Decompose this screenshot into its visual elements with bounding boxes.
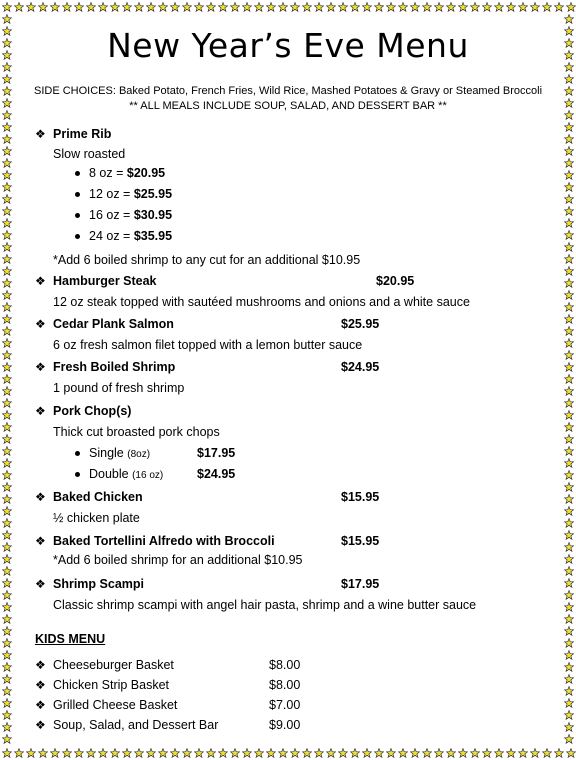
pork-chop-option (89, 466, 163, 484)
cut-price: $35.95 (133, 229, 173, 243)
bullet-dot-icon (75, 171, 80, 176)
star-border-icon (2, 62, 12, 72)
star-border-icon (2, 218, 12, 228)
star-border-icon (2, 302, 12, 312)
star-border-icon (2, 410, 12, 420)
salmon-name: Cedar Plank Salmon (53, 317, 174, 331)
star-border-icon (2, 458, 12, 468)
star-border-icon (158, 2, 168, 12)
star-border-icon (564, 338, 574, 348)
star-border-icon (2, 26, 12, 36)
star-border-icon (14, 748, 24, 758)
star-border-icon (86, 748, 96, 758)
star-border-icon (2, 506, 12, 516)
cut-price: $25.95 (133, 187, 173, 201)
pork-chop-option (89, 445, 150, 463)
star-border-icon (482, 748, 492, 758)
side-choices: SIDE CHOICES: Baked Potato, French Fries, Wild Rice, Mashed Potatoes & Gravy or Steamed Broccoli (33, 85, 543, 97)
star-border-icon (2, 446, 12, 456)
star-border-icon (2, 662, 12, 672)
star-border-icon (564, 626, 574, 636)
star-border-icon (2, 182, 12, 192)
star-border-icon (564, 458, 574, 468)
star-border-icon (2, 638, 12, 648)
fleuron-bullet-icon: ❖ (35, 658, 46, 672)
star-border-icon (2, 194, 12, 204)
star-border-icon (2, 254, 12, 264)
prime-rib-description: Slow roasted (53, 147, 126, 161)
star-border-icon (38, 2, 48, 12)
star-border-icon (564, 146, 574, 156)
star-border-icon (564, 206, 574, 216)
star-border-icon (564, 578, 574, 588)
star-border-icon (362, 2, 372, 12)
star-border-icon (506, 2, 516, 12)
star-border-icon (470, 748, 480, 758)
star-border-icon (2, 542, 12, 552)
star-border-icon (350, 2, 360, 12)
star-border-icon (14, 2, 24, 12)
star-border-icon (170, 748, 180, 758)
pork-chop-description: Thick cut broasted pork chops (53, 425, 220, 439)
star-border-icon (564, 158, 574, 168)
star-border-icon (564, 182, 574, 192)
star-border-icon (2, 110, 12, 120)
star-border-icon (458, 2, 468, 12)
star-border-icon (564, 242, 574, 252)
star-border-icon (218, 2, 228, 12)
star-border-icon (2, 314, 12, 324)
star-border-bottom (0, 746, 576, 760)
star-border-icon (386, 748, 396, 758)
kids-item-price: $7.00 (269, 698, 301, 712)
star-border-icon (74, 2, 84, 12)
star-border-icon (134, 748, 144, 758)
star-border-icon (2, 326, 12, 336)
shrimp-scampi-price: $17.95 (341, 577, 380, 591)
star-border-icon (564, 266, 574, 276)
star-border-icon (2, 74, 12, 84)
star-border-icon (2, 482, 12, 492)
star-border-icon (290, 748, 300, 758)
star-border-icon (110, 2, 120, 12)
star-border-icon (564, 302, 574, 312)
star-border-icon (2, 434, 12, 444)
star-border-icon (470, 2, 480, 12)
star-border-icon (230, 748, 240, 758)
star-border-icon (564, 122, 574, 132)
star-border-icon (564, 50, 574, 60)
star-border-icon (564, 14, 574, 24)
star-border-icon (564, 38, 574, 48)
star-border-icon (518, 2, 528, 12)
star-border-icon (242, 748, 252, 758)
star-border-icon (2, 170, 12, 180)
star-border-icon (122, 2, 132, 12)
star-border-icon (2, 674, 12, 684)
star-border-icon (564, 470, 574, 480)
star-border-icon (26, 2, 36, 12)
salmon-description: 6 oz fresh salmon filet topped with a lemon butter sauce (53, 338, 363, 352)
star-border-icon (98, 2, 108, 12)
star-border-icon (254, 2, 264, 12)
star-border-icon (386, 2, 396, 12)
star-border-left (0, 0, 14, 760)
star-border-icon (2, 206, 12, 216)
star-border-icon (2, 698, 12, 708)
star-border-icon (146, 2, 156, 12)
star-border-icon (374, 2, 384, 12)
kids-item-name: Grilled Cheese Basket (53, 698, 178, 712)
star-border-icon (564, 602, 574, 612)
all-meals-note: ** ALL MEALS INCLUDE SOUP, SALAD, AND DESSERT BAR ** (129, 100, 447, 112)
star-border-icon (564, 698, 574, 708)
star-border-icon (564, 566, 574, 576)
bullet-dot-icon (75, 192, 80, 197)
star-border-icon (2, 722, 12, 732)
star-border-icon (494, 2, 504, 12)
star-border-icon (564, 662, 574, 672)
hamburger-steak-description: 12 oz steak topped with sautéed mushrooms and onions and a white sauce (53, 295, 470, 309)
fleuron-bullet-icon: ❖ (35, 360, 46, 374)
star-border-icon (564, 134, 574, 144)
star-border-icon (206, 2, 216, 12)
option-size: (8oz) (127, 449, 151, 460)
baked-chicken-description: ½ chicken plate (53, 511, 140, 525)
star-border-icon (194, 2, 204, 12)
star-border-icon (482, 2, 492, 12)
star-border-icon (564, 98, 574, 108)
hamburger-steak-name: Hamburger Steak (53, 274, 157, 288)
fleuron-bullet-icon: ❖ (35, 274, 46, 288)
star-border-right (562, 0, 576, 760)
star-border-icon (146, 748, 156, 758)
star-border-icon (564, 398, 574, 408)
star-border-icon (206, 748, 216, 758)
star-border-icon (530, 2, 540, 12)
fleuron-bullet-icon: ❖ (35, 127, 46, 141)
star-border-icon (530, 748, 540, 758)
star-border-icon (564, 494, 574, 504)
star-border-icon (2, 290, 12, 300)
star-border-icon (542, 748, 552, 758)
star-border-icon (2, 278, 12, 288)
star-border-icon (564, 590, 574, 600)
fleuron-bullet-icon: ❖ (35, 317, 46, 331)
star-border-icon (2, 530, 12, 540)
star-border-icon (564, 554, 574, 564)
cut-label: 24 oz = (89, 229, 134, 243)
star-border-icon (564, 734, 574, 744)
star-border-icon (564, 710, 574, 720)
star-border-icon (434, 748, 444, 758)
cut-label: 8 oz = (89, 166, 127, 180)
star-border-icon (2, 158, 12, 168)
star-border-icon (2, 650, 12, 660)
star-border-icon (2, 470, 12, 480)
star-border-icon (564, 650, 574, 660)
star-border-icon (564, 62, 574, 72)
menu-title: New Year’s Eve Menu (107, 26, 469, 65)
fleuron-bullet-icon: ❖ (35, 718, 46, 732)
star-border-icon (564, 446, 574, 456)
star-border-icon (564, 26, 574, 36)
star-border-icon (446, 2, 456, 12)
star-border-icon (158, 748, 168, 758)
fleuron-bullet-icon: ❖ (35, 698, 46, 712)
boiled-shrimp-price: $24.95 (341, 360, 380, 374)
star-border-icon (2, 350, 12, 360)
star-border-icon (2, 614, 12, 624)
star-border-icon (422, 748, 432, 758)
prime-rib-name: Prime Rib (53, 127, 112, 141)
star-border-icon (2, 566, 12, 576)
star-border-icon (350, 748, 360, 758)
star-border-icon (518, 748, 528, 758)
star-border-icon (564, 422, 574, 432)
star-border-icon (494, 748, 504, 758)
star-border-icon (362, 748, 372, 758)
star-border-icon (564, 374, 574, 384)
option-size: (16 oz) (132, 470, 164, 481)
fleuron-bullet-icon: ❖ (35, 678, 46, 692)
star-border-icon (338, 2, 348, 12)
star-border-icon (2, 686, 12, 696)
star-border-icon (542, 2, 552, 12)
star-border-icon (564, 86, 574, 96)
prime-rib-addon: *Add 6 boiled shrimp to any cut for an additional $10.95 (53, 253, 361, 267)
star-border-icon (278, 2, 288, 12)
star-border-icon (2, 386, 12, 396)
star-border-icon (422, 2, 432, 12)
star-border-icon (338, 748, 348, 758)
star-border-icon (302, 2, 312, 12)
fleuron-bullet-icon: ❖ (35, 534, 46, 548)
star-border-icon (398, 2, 408, 12)
star-border-icon (134, 2, 144, 12)
star-border-icon (564, 674, 574, 684)
star-border-icon (194, 748, 204, 758)
cut-label: 16 oz = (89, 208, 134, 222)
hamburger-steak-price: $20.95 (376, 274, 415, 288)
star-border-icon (564, 170, 574, 180)
salmon-price: $25.95 (341, 317, 380, 331)
star-border-icon (458, 748, 468, 758)
star-border-icon (374, 748, 384, 758)
star-border-icon (564, 614, 574, 624)
star-border-icon (2, 362, 12, 372)
star-border-icon (2, 578, 12, 588)
shrimp-scampi-description: Classic shrimp scampi with angel hair pasta, shrimp and a wine butter sauce (53, 598, 477, 612)
star-border-icon (2, 98, 12, 108)
star-border-icon (564, 410, 574, 420)
prime-rib-cut (89, 207, 172, 224)
star-border-icon (2, 266, 12, 276)
cut-price: $30.95 (133, 208, 173, 222)
star-border-icon (302, 748, 312, 758)
star-border-icon (2, 122, 12, 132)
star-border-icon (564, 722, 574, 732)
baked-chicken-name: Baked Chicken (53, 490, 143, 504)
fleuron-bullet-icon: ❖ (35, 404, 46, 418)
pork-chop-option-price: $17.95 (197, 446, 236, 460)
star-border-icon (182, 2, 192, 12)
star-border-icon (50, 748, 60, 758)
star-border-icon (564, 686, 574, 696)
cut-label: 12 oz = (89, 187, 134, 201)
star-border-icon (218, 748, 228, 758)
pork-chop-option-price: $24.95 (197, 467, 236, 481)
kids-item-price: $8.00 (269, 658, 301, 672)
star-border-icon (26, 748, 36, 758)
kids-item-name: Chicken Strip Basket (53, 678, 170, 692)
star-border-icon (564, 542, 574, 552)
star-border-icon (2, 398, 12, 408)
star-border-icon (278, 748, 288, 758)
star-border-icon (564, 482, 574, 492)
option-label: Single (89, 446, 128, 460)
star-border-icon (2, 626, 12, 636)
star-border-icon (2, 14, 12, 24)
star-border-icon (564, 74, 574, 84)
kids-menu-heading: KIDS MENU (35, 632, 106, 646)
star-border-icon (2, 494, 12, 504)
cut-price: $20.95 (126, 166, 166, 180)
star-border-icon (86, 2, 96, 12)
star-border-icon (564, 218, 574, 228)
star-border-icon (2, 230, 12, 240)
star-border-icon (564, 518, 574, 528)
boiled-shrimp-name: Fresh Boiled Shrimp (53, 360, 176, 374)
kids-item-price: $8.00 (269, 678, 301, 692)
star-border-icon (446, 748, 456, 758)
star-border-icon (2, 86, 12, 96)
bullet-dot-icon (75, 451, 80, 456)
star-border-icon (564, 350, 574, 360)
star-border-icon (38, 748, 48, 758)
shrimp-scampi-name: Shrimp Scampi (53, 577, 144, 591)
menu-page (14, 14, 562, 746)
star-border-icon (74, 748, 84, 758)
star-border-icon (2, 422, 12, 432)
star-border-icon (564, 530, 574, 540)
star-border-icon (254, 748, 264, 758)
star-border-icon (50, 2, 60, 12)
star-border-icon (564, 506, 574, 516)
star-border-icon (314, 2, 324, 12)
star-border-icon (122, 748, 132, 758)
star-border-icon (434, 2, 444, 12)
kids-item-name: Cheeseburger Basket (53, 658, 174, 672)
option-label: Double (89, 467, 133, 481)
star-border-icon (314, 748, 324, 758)
star-border-icon (564, 326, 574, 336)
star-border-icon (2, 590, 12, 600)
star-border-icon (398, 748, 408, 758)
bullet-dot-icon (75, 472, 80, 477)
star-border-icon (564, 290, 574, 300)
boiled-shrimp-description: 1 pound of fresh shrimp (53, 381, 185, 395)
star-border-icon (98, 748, 108, 758)
star-border-icon (564, 638, 574, 648)
star-border-icon (290, 2, 300, 12)
baked-chicken-price: $15.95 (341, 490, 380, 504)
star-border-icon (326, 748, 336, 758)
kids-item-price: $9.00 (269, 718, 301, 732)
star-border-icon (564, 230, 574, 240)
star-border-icon (2, 338, 12, 348)
fleuron-bullet-icon: ❖ (35, 577, 46, 591)
star-border-icon (506, 748, 516, 758)
prime-rib-cut (89, 165, 165, 182)
fleuron-bullet-icon: ❖ (35, 490, 46, 504)
star-border-icon (410, 748, 420, 758)
bullet-dot-icon (75, 234, 80, 239)
star-border-icon (564, 110, 574, 120)
star-border-top (0, 0, 576, 14)
star-border-icon (110, 748, 120, 758)
star-border-icon (2, 134, 12, 144)
star-border-icon (2, 518, 12, 528)
star-border-icon (564, 386, 574, 396)
star-border-icon (564, 314, 574, 324)
star-border-icon (326, 2, 336, 12)
kids-item-name: Soup, Salad, and Dessert Bar (53, 718, 219, 732)
star-border-icon (266, 2, 276, 12)
star-border-icon (2, 146, 12, 156)
star-border-icon (242, 2, 252, 12)
pork-chop-name: Pork Chop(s) (53, 404, 132, 418)
star-border-icon (2, 734, 12, 744)
star-border-icon (266, 748, 276, 758)
star-border-icon (564, 362, 574, 372)
star-border-icon (2, 38, 12, 48)
star-border-icon (182, 748, 192, 758)
prime-rib-cut (89, 186, 172, 203)
star-border-icon (2, 374, 12, 384)
tortellini-addon: *Add 6 boiled shrimp for an additional $10.95 (53, 553, 303, 567)
star-border-icon (564, 194, 574, 204)
bullet-dot-icon (75, 213, 80, 218)
star-border-icon (2, 50, 12, 60)
tortellini-name: Baked Tortellini Alfredo with Broccoli (53, 534, 275, 548)
star-border-icon (2, 242, 12, 252)
star-border-icon (410, 2, 420, 12)
star-border-icon (564, 434, 574, 444)
star-border-icon (170, 2, 180, 12)
star-border-icon (2, 554, 12, 564)
star-border-icon (62, 748, 72, 758)
star-border-icon (2, 602, 12, 612)
star-border-icon (564, 278, 574, 288)
star-border-icon (230, 2, 240, 12)
tortellini-price: $15.95 (341, 534, 380, 548)
prime-rib-cut (89, 228, 172, 245)
star-border-icon (2, 710, 12, 720)
star-border-icon (62, 2, 72, 12)
star-border-icon (564, 254, 574, 264)
